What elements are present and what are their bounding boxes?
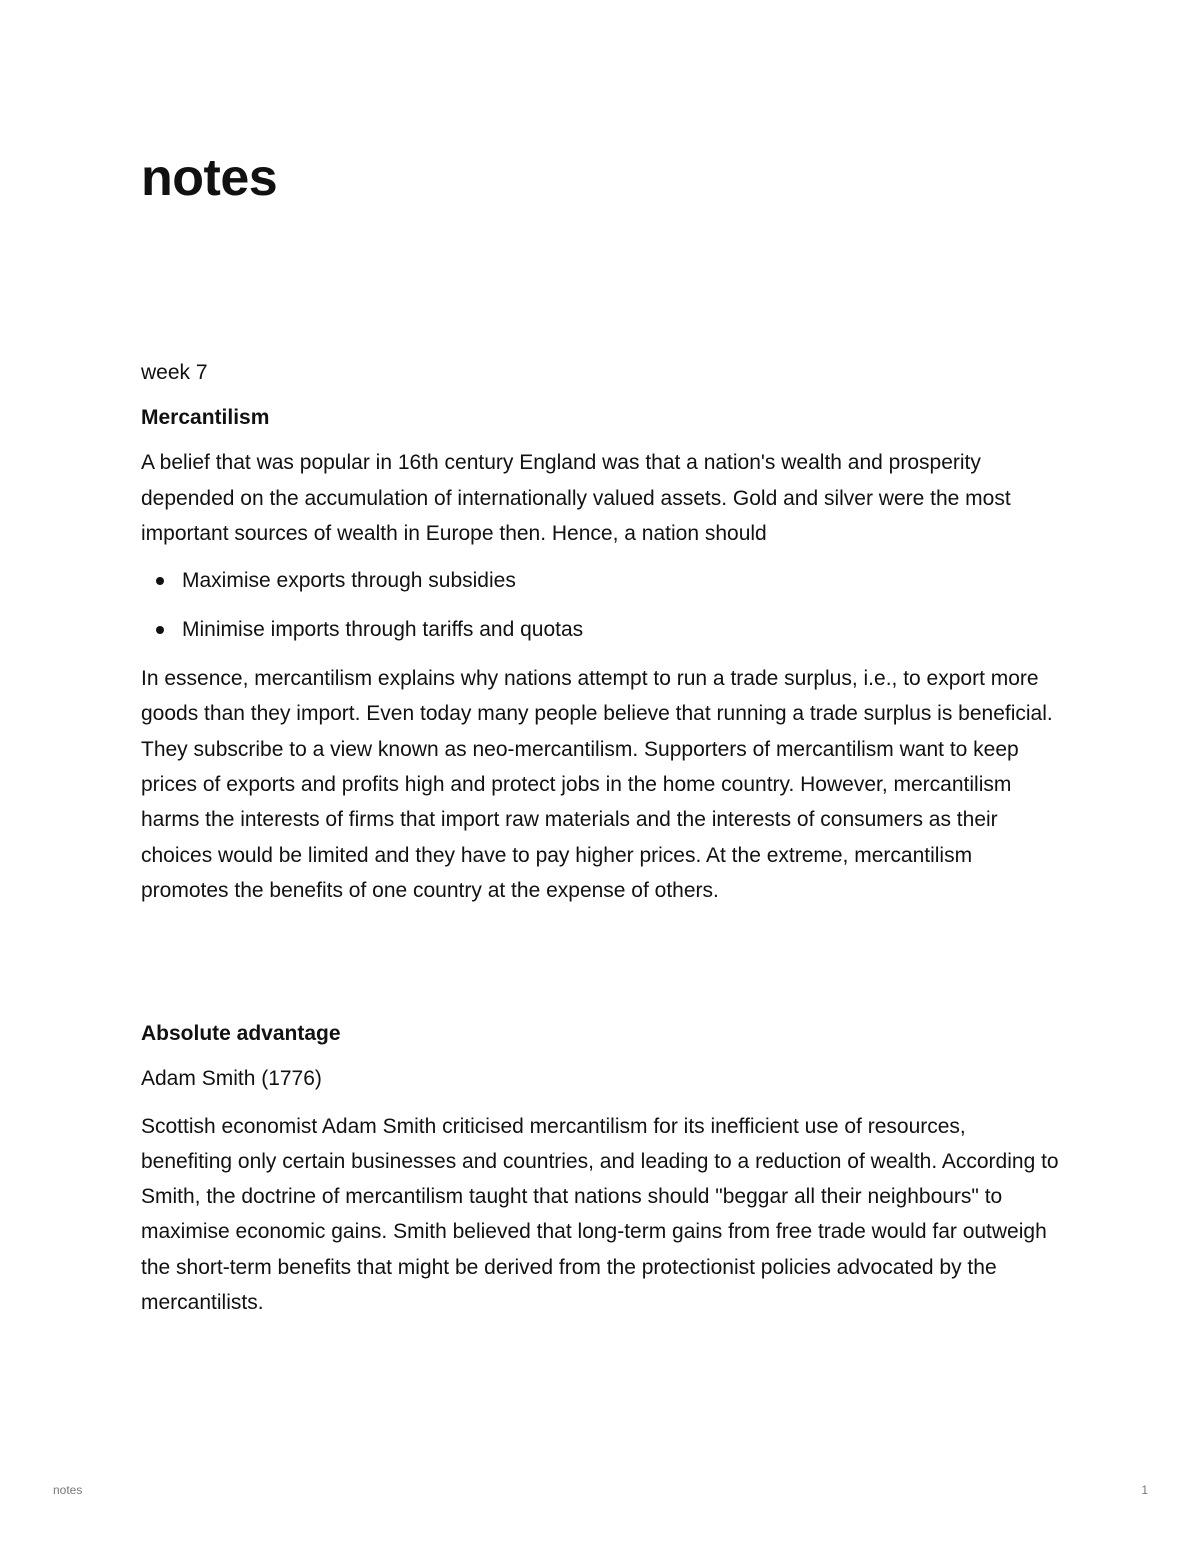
section-spacer [141,920,1061,1016]
list-item [141,612,1061,647]
section-heading-mercantilism: Mercantilism [141,406,270,430]
section-heading-absolute-advantage: Absolute advantage [141,1022,341,1046]
absolute-advantage-body-paragraph: Scottish economist Adam Smith criticised mercantilism for its inefficient use of resources, benefiting only certain businesses and countries, and leading to a reduction of wealth. According to Smith, the doctrine of mercantilism taught that nations should "beggar all their neighbours" to maximise economic gains. Smith believed that long-term gains from free trade would far outweigh the short-term benefits that might be derived from the protectionist policies advocated by the mercantilists. [141,1114,1059,1315]
list-item-text: Minimise imports through tariffs and quotas [182,618,584,642]
absolute-advantage-subheading: Adam Smith (1776) [141,1067,322,1091]
mercantilism-body-paragraph: In essence, mercantilism explains why nations attempt to run a trade surplus, i.e., to export more goods than they import. Even today many people believe that running a trade surplus is beneficial. They subscribe to a view known as neo-mercantilism. Supporters of mercantilism want to keep prices of exports and profits high and protect jobs in the home country. However, mercantilism harms the interests of firms that import raw materials and the interests of consumers as their choices would be limited and they have to pay higher prices. At the extreme, mercantilism promotes the benefits of one country at the expense of others. [141,667,1053,902]
bullet-dot-icon [156,626,164,634]
mercantilism-intro-paragraph: A belief that was popular in 16th century England was that a nation's wealth and prosperity depended on the accumulation of internationally valued assets. Gold and silver were the most important sources of wealth in Europe then. Hence, a nation should [141,451,1011,545]
list-item-text: Maximise exports through subsidies [182,569,516,593]
mercantilism-bullet-list [141,563,1061,647]
week-label: week 7 [141,361,208,384]
document-title: notes [141,149,278,207]
document-body [141,355,1061,1332]
list-item [141,563,1061,598]
footer-document-name: notes [53,1483,83,1497]
bullet-dot-icon [156,577,164,585]
footer-page-number: 1 [1141,1483,1148,1497]
